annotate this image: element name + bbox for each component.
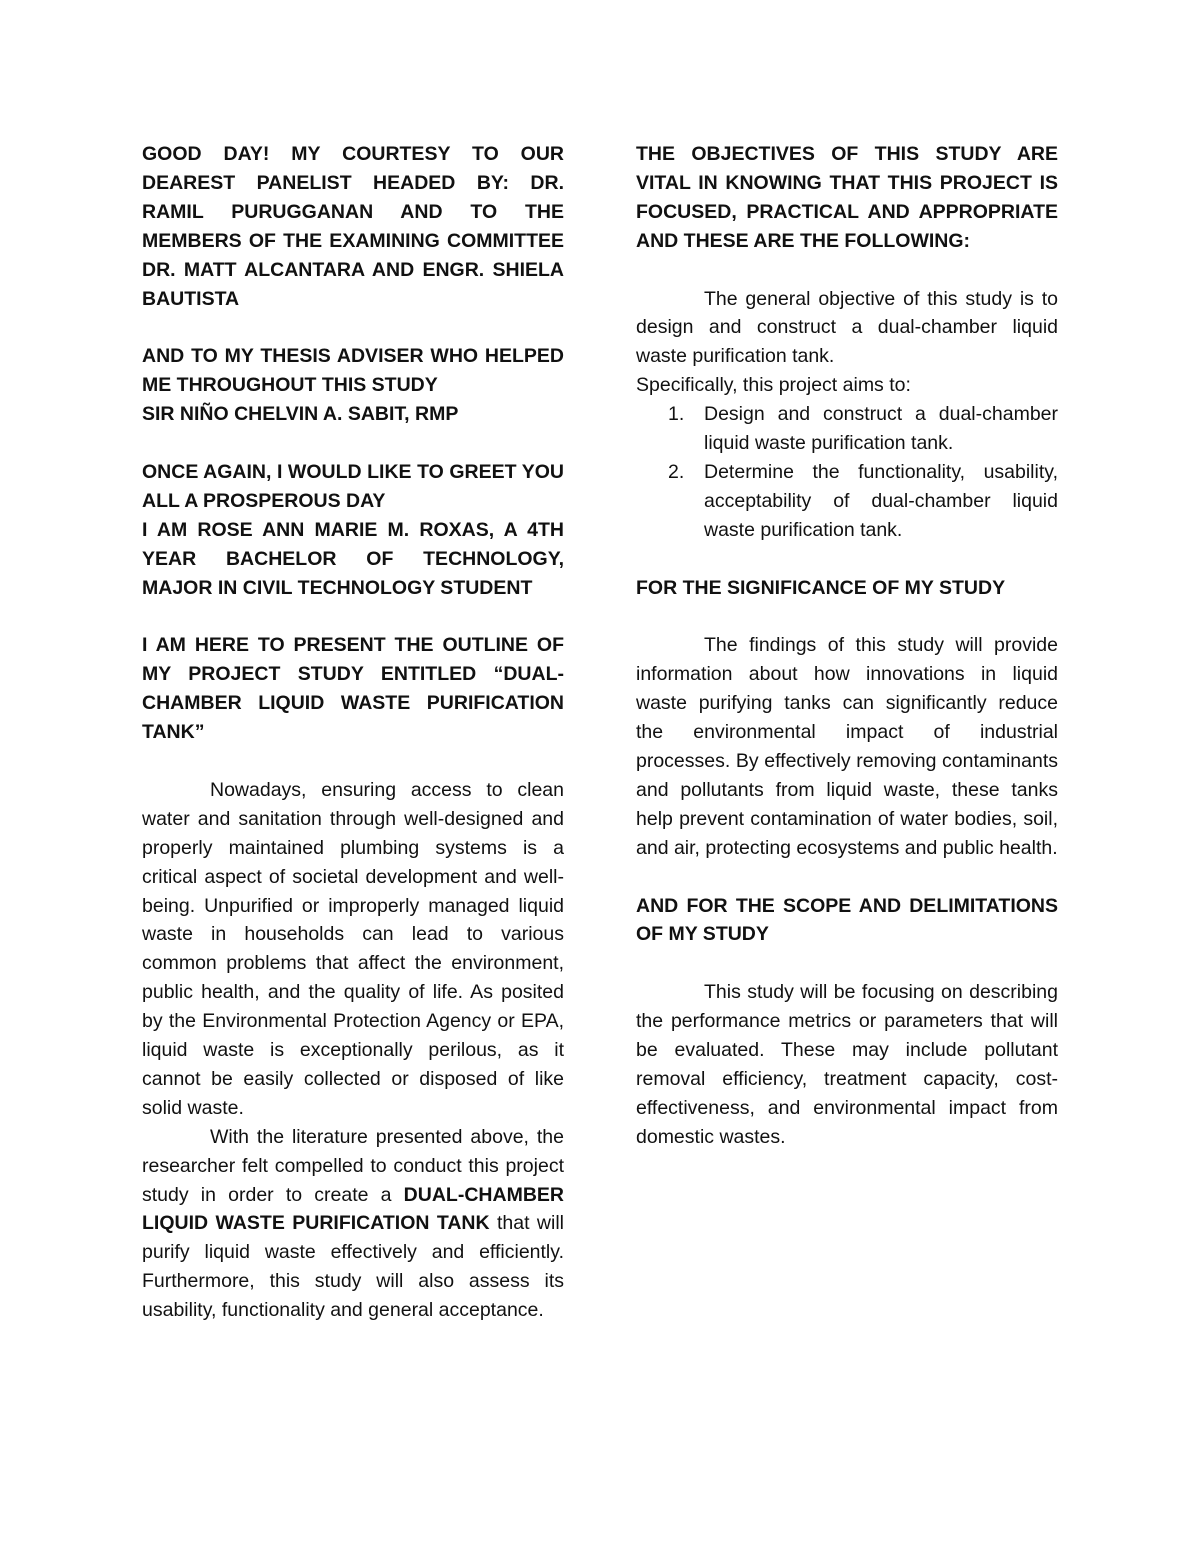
objectives-list xyxy=(636,400,1058,545)
significance-paragraph: The findings of this study will provide information about how innovations in liquid waste purifying tanks can significantly reduce the environmental impact of industrial processes. By effectively removing contaminants and pollutants from liquid waste, these tanks help prevent contamination of water bodies, soil, and air, protecting ecosystems and public health. xyxy=(636,634,1058,859)
left-column xyxy=(142,140,564,1325)
rationale-paragraph xyxy=(142,1123,564,1325)
spacer xyxy=(142,747,564,776)
scope-paragraph: This study will be focusing on describing the performance metrics or parameters that will be evaluated. These may include pollutant removal efficiency, treatment capacity, cost-effectiveness, and environmental impact from domestic wastes. xyxy=(636,981,1058,1148)
objectives-heading: THE OBJECTIVES OF THIS STUDY ARE VITAL IN KNOWING THAT THIS PROJECT IS FOCUSED, PRACTICAL AND APPROPRIATE AND THESE ARE THE FOLLOWING: xyxy=(636,143,1058,252)
general-objective-paragraph: The general objective of this study is to design and construct a dual-chamber liquid waste purification tank. xyxy=(636,287,1058,368)
adviser-paragraph: AND TO MY THESIS ADVISER WHO HELPED ME THROUGHOUT THIS STUDY xyxy=(142,345,564,397)
spacer xyxy=(636,949,1058,978)
spacer xyxy=(142,313,564,342)
present-outline-paragraph: I AM HERE TO PRESENT THE OUTLINE OF MY PROJECT STUDY ENTITLED “DUAL-CHAMBER LIQUID WASTE PURIFICATION TANK” xyxy=(142,634,564,744)
list-item xyxy=(668,458,1058,545)
significance-heading: FOR THE SIGNIFICANCE OF MY STUDY xyxy=(636,576,1006,599)
list-item xyxy=(668,400,1058,458)
spacer xyxy=(636,602,1058,631)
specific-objectives-intro: Specifically, this project aims to: xyxy=(636,374,911,397)
list-item-text: Design and construct a dual-chamber liquid waste purification tank. xyxy=(704,403,1058,455)
list-number: 1. xyxy=(668,403,685,426)
scope-heading: AND FOR THE SCOPE AND DELIMITATIONS OF MY STUDY xyxy=(636,894,1058,946)
rationale-text-post: that will purify liquid waste effectively and efficiently. Furthermore, this study will also assess its usability, functionality and general acceptance. xyxy=(142,1212,564,1322)
spacer xyxy=(636,256,1058,285)
rationale-text-pre: With the literature presented above, the researcher felt compelled to conduct this project study in order to create a xyxy=(142,1125,564,1206)
spacer xyxy=(636,545,1058,574)
presenter-intro: I AM ROSE ANN MARIE M. ROXAS, A 4TH YEAR BACHELOR OF TECHNOLOGY, MAJOR IN CIVIL TECHNOLOGY STUDENT xyxy=(142,518,564,599)
list-number: 2. xyxy=(668,460,685,483)
greeting-paragraph: GOOD DAY! MY COURTESY TO OUR DEAREST PANELIST HEADED BY: DR. RAMIL PURUGGANAN AND TO THE MEMBERS OF THE EXAMINING COMMITTEE DR. MATT ALCANTARA AND ENGR. SHIELA BAUTISTA xyxy=(142,143,564,310)
project-title-inline: DUAL-CHAMBER LIQUID WASTE PURIFICATION TANK xyxy=(142,1183,564,1235)
background-paragraph: Nowadays, ensuring access to clean water and sanitation through well-designed and properly maintained plumbing systems is a critical aspect of societal development and well-being. Unpurified or improperly managed liquid waste in households can lead to various common problems that affect the environment, public health, and the quality of life. As posited by the Environmental Protection Agency or EPA, liquid waste is exceptionally perilous, as it cannot be easily collected or disposed of like solid waste. xyxy=(142,778,564,1119)
adviser-name: SIR NIÑO CHELVIN A. SABIT, RMP xyxy=(142,403,459,426)
greet-again-paragraph: ONCE AGAIN, I WOULD LIKE TO GREET YOU ALL A PROSPEROUS DAY xyxy=(142,460,564,512)
list-item-text: Determine the functionality, usability, acceptability of dual-chamber liquid waste purification tank. xyxy=(704,460,1058,541)
right-column xyxy=(636,140,1058,1152)
spacer xyxy=(142,429,564,458)
spacer xyxy=(636,863,1058,892)
spacer xyxy=(142,602,564,631)
